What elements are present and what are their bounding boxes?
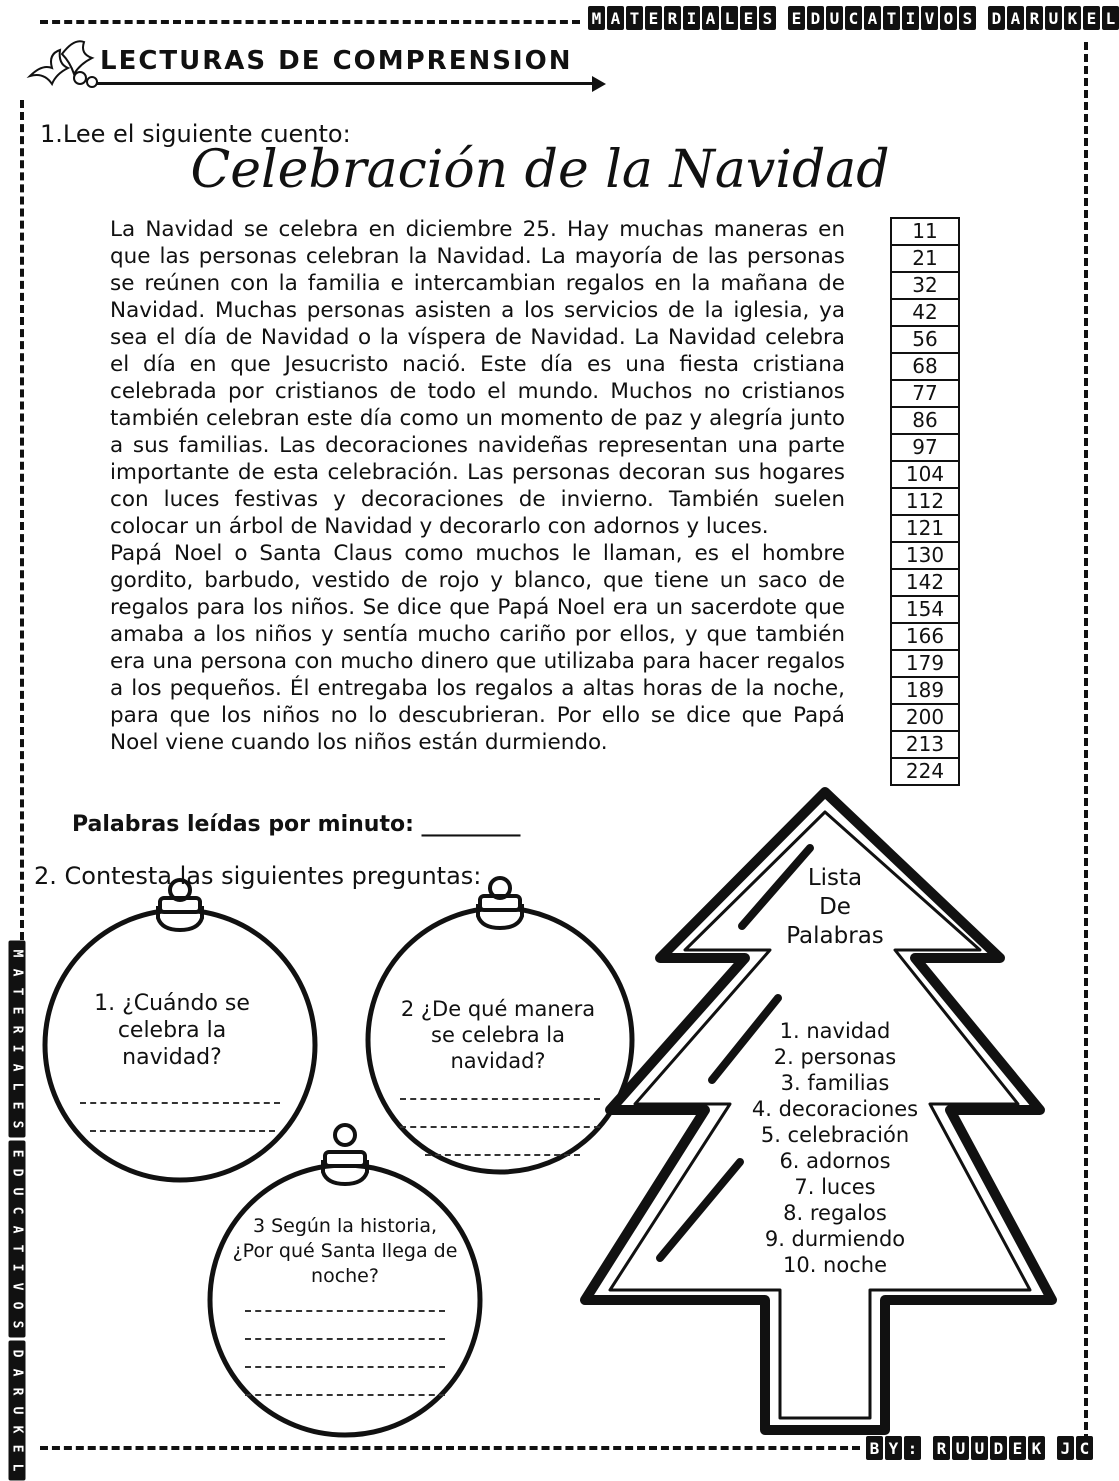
banner-letter: C <box>1076 1436 1093 1460</box>
banner-letter: L <box>1102 6 1119 30</box>
banner-letter: A <box>9 1055 26 1081</box>
banner-letter: R <box>933 1436 950 1460</box>
words-per-minute-field[interactable]: Palabras leídas por minuto: _________ <box>72 812 521 837</box>
banner-letter: J <box>1057 1436 1074 1460</box>
banner-letter: L <box>721 6 738 30</box>
word-count-cell: 179 <box>892 651 958 678</box>
word-count-cell: 77 <box>892 381 958 408</box>
word-count-cell: 11 <box>892 219 958 246</box>
banner-letter: D <box>807 6 824 30</box>
word-list-item: 6. adornos <box>779 1149 891 1173</box>
banner-letter: D <box>990 1436 1007 1460</box>
banner-letter: S <box>959 6 976 30</box>
answer-line-q1[interactable] <box>80 1102 280 1104</box>
banner-letter: I <box>9 1255 26 1281</box>
banner-letter: A <box>864 6 881 30</box>
word-count-cell: 21 <box>892 246 958 273</box>
banner-letter: D <box>9 1341 26 1367</box>
word-list-item: 10. noche <box>782 1253 887 1277</box>
word-count-cell: 68 <box>892 354 958 381</box>
instruction-answer: 2. Contesta las siguientes preguntas: <box>34 862 482 890</box>
banner-letter: U <box>1045 6 1062 30</box>
question-1: 1. ¿Cuándo se celebra la navidad? <box>94 991 250 1070</box>
banner-letter: I <box>902 6 919 30</box>
banner-letter: L <box>9 1455 26 1481</box>
banner-letter: R <box>9 1379 26 1405</box>
banner-letter: : <box>904 1436 921 1460</box>
banner-letter: M <box>9 941 26 967</box>
word-list-item: 8. regalos <box>783 1201 887 1225</box>
banner-letter: A <box>702 6 719 30</box>
banner-letter: A <box>9 1360 26 1386</box>
banner-letter: T <box>9 979 26 1005</box>
banner-letter: M <box>588 6 605 30</box>
banner-letter: R <box>1026 6 1043 30</box>
answer-line-q2[interactable] <box>400 1126 600 1128</box>
banner-letter: S <box>9 1112 26 1138</box>
banner-letter: E <box>1083 6 1100 30</box>
word-list-item: 2. personas <box>773 1045 897 1069</box>
banner-letter: T <box>9 1236 26 1262</box>
banner-letter: E <box>1009 1436 1026 1460</box>
instruction-read: 1.Lee el siguiente cuento: <box>40 120 351 148</box>
word-list-title-line: Palabras <box>786 923 884 949</box>
word-list-item: 5. celebración <box>760 1123 910 1147</box>
word-list-item: 7. luces <box>794 1175 876 1199</box>
word-count-cell: 121 <box>892 516 958 543</box>
story-title: Celebración de la Navidad <box>190 140 890 200</box>
story-paragraph: Papá Noel o Santa Claus como muchos le llaman, es el hombre gordito, barbudo, vestido de rojo y blanco, que tiene un saco de regalos para los niños. Se dice que Papá Noel era un sacerdote que amaba a los niños y sentía mucho cariño por ellos, y que también era una persona con mucho dinero que utilizaba para hacer regalos a los pequeños. Él entregaba los regalos a altas horas de la noche, para que los niños no lo descubrieran. Por ello se dice que Papá Noel viene cuando los niños están durmiendo. <box>110 541 845 755</box>
word-count-cell: 142 <box>892 570 958 597</box>
answer-line-q1[interactable] <box>90 1130 275 1132</box>
banner-letter: R <box>664 6 681 30</box>
banner-letter: C <box>9 1198 26 1224</box>
banner-letter: U <box>952 1436 969 1460</box>
answer-line-q2[interactable] <box>400 1098 600 1100</box>
word-count-cell: 112 <box>892 489 958 516</box>
word-count-cell: 154 <box>892 597 958 624</box>
banner-letter: S <box>759 6 776 30</box>
word-list <box>720 1018 950 1278</box>
banner-letter: T <box>626 6 643 30</box>
banner-letter: E <box>788 6 805 30</box>
word-count-cell: 200 <box>892 705 958 732</box>
word-list-item: 1. navidad <box>779 1019 891 1043</box>
banner-letter: U <box>9 1179 26 1205</box>
word-count-cell: 32 <box>892 273 958 300</box>
word-count-cell: 213 <box>892 732 958 759</box>
banner-letter: E <box>9 1093 26 1119</box>
banner-letter: O <box>940 6 957 30</box>
banner-letter: V <box>921 6 938 30</box>
answer-line-q3[interactable] <box>245 1366 445 1368</box>
word-list-title-line: Lista <box>807 865 863 891</box>
word-list-item: 3. familias <box>780 1071 890 1095</box>
banner-letter: R <box>9 1017 26 1043</box>
banner-letter: S <box>9 1312 26 1338</box>
answer-line-q3[interactable] <box>245 1338 445 1340</box>
banner-letter: T <box>883 6 900 30</box>
word-count-cell: 104 <box>892 462 958 489</box>
banner-letter: K <box>1028 1436 1045 1460</box>
word-count-cell: 86 <box>892 408 958 435</box>
question-3: 3 Según la historia, ¿Por qué Santa llega de noche? <box>232 1215 458 1287</box>
banner-letter: O <box>9 1293 26 1319</box>
banner-letter: L <box>9 1074 26 1100</box>
banner-letter: A <box>9 1217 26 1243</box>
banner-letter: K <box>9 1417 26 1443</box>
banner-letter: A <box>9 960 26 986</box>
banner-letter: I <box>9 1036 26 1062</box>
answer-line-q2[interactable] <box>425 1154 580 1156</box>
answer-line-q3[interactable] <box>245 1394 445 1396</box>
banner-letter: U <box>9 1398 26 1424</box>
word-count-cell: 224 <box>905 759 945 783</box>
word-count-cell: 130 <box>892 543 958 570</box>
word-count-cell: 42 <box>892 300 958 327</box>
banner-letter: D <box>988 6 1005 30</box>
word-count-cell: 97 <box>892 435 958 462</box>
banner-letter: D <box>9 1160 26 1186</box>
page-header-title: LECTURAS DE COMPRENSION <box>100 46 573 76</box>
story-paragraph: La Navidad se celebra en diciembre 25. Hay muchas maneras en que las personas celebran la Navidad. La mayoría de las personas se reúnen con la familia e intercambian regalos en la mañana de Navidad. Muchas personas asisten a los servicios de la iglesia, ya sea el día de Navidad o la víspera de Navidad. La Navidad celebra el día en que Jesucristo nació. Este día es una fiesta cristiana celebrada por cristianos de todo el mundo. Muchos no cristianos también celebran este día como un momento de paz y alegría junto a sus familias. Las decoraciones navideñas representan una parte importante de esta celebración. Las personas decoran sus hogares con luces festivas y decoraciones de invierno. También suelen colocar un árbol de Navidad y decorarlo con adornos y luces. <box>110 217 845 539</box>
banner-letter: E <box>645 6 662 30</box>
banner-letter: Y <box>885 1436 902 1460</box>
word-count-cell: 189 <box>892 678 958 705</box>
banner-letter: E <box>9 998 26 1024</box>
banner-letter: A <box>607 6 624 30</box>
word-list-item: 9. durmiendo <box>764 1227 906 1251</box>
word-count-cell: 166 <box>892 624 958 651</box>
banner-letter: E <box>9 1436 26 1462</box>
banner-letter: K <box>1064 6 1081 30</box>
word-list-title <box>745 864 925 951</box>
word-list-item: 4. decoraciones <box>751 1097 919 1121</box>
banner-letter: U <box>971 1436 988 1460</box>
banner-letter: I <box>683 6 700 30</box>
word-list-title-line: De <box>819 894 851 920</box>
word-count-cell: 56 <box>892 327 958 354</box>
banner-letter: E <box>9 1141 26 1167</box>
banner-letter: V <box>9 1274 26 1300</box>
banner-letter: E <box>740 6 757 30</box>
question-2: 2 ¿De qué manera se celebra la navidad? <box>400 997 596 1073</box>
banner-letter: A <box>1007 6 1024 30</box>
banner-letter: C <box>845 6 862 30</box>
banner-letter: B <box>866 1436 883 1460</box>
banner-letter: U <box>826 6 843 30</box>
answer-line-q3[interactable] <box>245 1310 445 1312</box>
